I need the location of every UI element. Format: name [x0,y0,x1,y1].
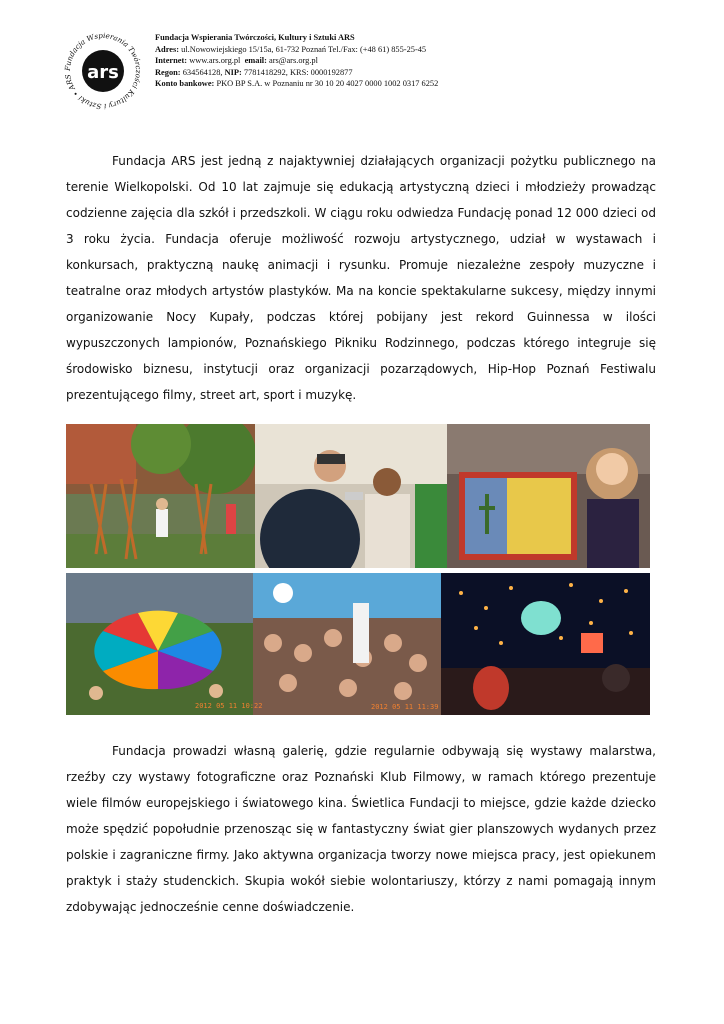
nip-label: NIP: [224,67,242,77]
foundation-name: Fundacja Wspierania Twórczości, Kultury i Sztuki ARS [155,33,355,42]
photo-timestamp: 2012 05 11 11:39 [371,703,439,711]
bank-account: PKO BP S.A. w Poznaniu nr 30 10 20 4027 0000 1002 0317 6252 [216,79,439,88]
photo-parachute-game [66,573,253,715]
bank-label: Konto bankowe: [155,79,215,88]
photo-interview [255,424,447,568]
address-label: Adres: [155,44,180,54]
letterhead-text [155,32,438,90]
regon: 634564128, [182,67,223,77]
internet-label: Internet: [155,56,188,65]
photo-lanterns-night [441,573,650,715]
photo-children-crowd [253,573,441,715]
photo-timestamp: 2012 05 11 10:22 [195,702,263,710]
logo-ring-text: Fundacja Wspierania Twórczości Kultury i Sztuki • ARS [62,30,144,112]
ars-logo [60,28,146,114]
address: ul.Nowowiejskiego 15/15a, 61-732 Poznań Tel./Fax: (+48 61) 855-25-45 [181,44,427,54]
photo-girl-painting [447,424,650,568]
regon-label: Regon: [155,67,181,77]
email-link[interactable]: ars@ars.org.pl [268,56,318,65]
nip-krs: 7781418292, KRS: 0000192877 [243,67,353,77]
logo-mark: ars [87,62,119,83]
paragraph-intro: Fundacja ARS jest jedną z najaktywniej działających organizacji pożytku publicznego na terenie Wielkopolski. Od 10 lat zajmuje się edukacją artystyczną dzieci i młodzieży prowadząc codzienne zajęcia dla szkół i przedszkoli. W ciągu roku odwiedza Fundację ponad 12 000 dzieci od 3 roku życia. Fundacja oferuje możliwość rozwoju artystycznego, udział w wystawach i konkursach, praktyczną naukę animacji i rysunku. Promuje niezależne zespoły muzyczne i teatralne oraz młodych artystów plastyków. Ma na koncie spektakularne sukcesy, między innymi organizowanie Nocy Kupały, podczas której pobijany jest rekord Guinnessa w ilości wypuszczonych lampionów, Poznańskiego Pikniku Rodzinnego, podczas którego integruje się środowisko biznesu, instytucji oraz organizacji pozarządowych, Hip-Hop Poznań Festiwalu prezentującego filmy, street art, sport i muzykę. [66,154,656,402]
paragraph-gallery: Fundacja prowadzi własną galerię, gdzie regularnie odbywają się wystawy malarstwa, rzeźby czy wystawy fotograficzne oraz Poznański Klub Filmowy, w ramach którego prezentuje wiele filmów europejskiego i światowego kina. Świetlica Fundacji to miejsce, gdzie każde dziecko może spędzić popołudnie przenosząc się w fantastyczny świat gier planszowych wydanych przez polskie i zagraniczne firmy. Jako aktywna organizacja tworzy nowe miejsca pracy, jest opiekunem praktyk i staży studenckich. Skupia wokół siebie wolontariuszy, którzy z nami pomagają innym zdobywając jednocześnie cenne doświadczenie. [66,744,656,914]
letterhead [60,28,680,118]
photo-outdoor-easels [66,424,255,568]
email-label: email: [244,56,267,65]
website-link[interactable]: www.ars.org.pl [189,56,241,65]
